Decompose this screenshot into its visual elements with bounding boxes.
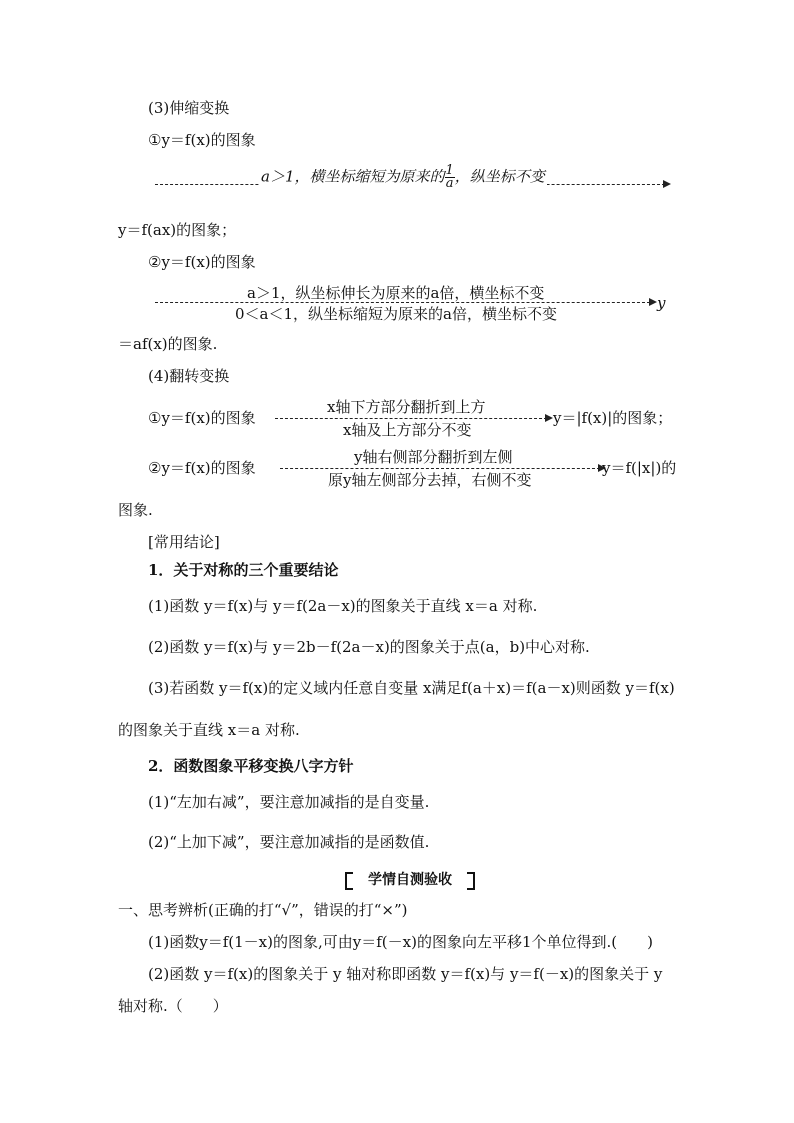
section-banner <box>345 870 475 890</box>
fraction-numerator: 1 <box>445 163 454 178</box>
banner-title: 学情自测验收 <box>368 872 452 888</box>
conclusion2-item1: (1)“左加右减”，要注意加减指的是自变量. <box>148 793 430 811</box>
section4-item2-result: y＝f(|x|)的 <box>602 459 677 477</box>
section3-item1-arrow <box>155 158 675 198</box>
section3-item1-condition <box>259 165 547 190</box>
section4-item2-cond-top: y轴右侧部分翻折到左侧 <box>354 448 513 466</box>
dashed-line <box>280 468 600 469</box>
arrow-right-icon <box>649 298 657 306</box>
exercise-heading: 一、思考辨析(正确的打“√”，错误的打“×”) <box>118 901 408 919</box>
section3-item2-tail: y <box>657 294 666 312</box>
section3-item1-start: ①y＝f(x)的图象 <box>148 131 256 149</box>
section4-item1-start: ①y＝f(x)的图象 <box>148 409 256 427</box>
section3-item2-start: ②y＝f(x)的图象 <box>148 253 256 271</box>
exercise-q2b: 轴对称.（ ） <box>118 997 228 1015</box>
conclusion1-title: 1．关于对称的三个重要结论 <box>148 561 339 579</box>
section4-item1-result: y＝|f(x)|的图象； <box>553 409 673 427</box>
conclusion1-item3b: 的图象关于直线 x＝a 对称. <box>118 721 300 739</box>
section4-item1-cond-bottom: x轴及上方部分不变 <box>343 421 472 439</box>
section4-item2-result-cont: 图象. <box>118 501 153 519</box>
exercise-q2a: (2)函数 y＝f(x)的图象关于 y 轴对称即函数 y＝f(x)与 y＝f(－x)的图象关于 y <box>148 965 663 983</box>
bracket-left <box>345 872 353 890</box>
condition-text: a＞1，横坐标缩短为原来的 <box>261 167 445 186</box>
section4-item2-arrow <box>280 446 600 492</box>
section4-item1-cond-top: x轴下方部分翻折到上方 <box>327 398 486 416</box>
section3-item2-arrow <box>155 282 675 328</box>
section3-item1-result: y＝f(ax)的图象； <box>118 221 237 239</box>
section3-heading: (3)伸缩变换 <box>148 99 230 117</box>
condition-text-end: ，纵坐标不变 <box>454 167 545 186</box>
fraction <box>445 165 455 190</box>
bracket-right <box>467 872 475 890</box>
section3-item2-cond-bottom: 0＜a＜1，纵坐标缩短为原来的a倍，横坐标不变 <box>235 305 557 323</box>
conclusions-heading: [常用结论] <box>148 533 220 551</box>
conclusion2-item2: (2)“上加下减”，要注意加减指的是函数值. <box>148 833 430 851</box>
dashed-line <box>155 302 650 303</box>
section4-item2-cond-bottom: 原y轴左侧部分去掉，右侧不变 <box>328 471 532 489</box>
fraction-denominator: a <box>445 176 454 191</box>
exercise-q1: (1)函数y＝f(1－x)的图象,可由y＝f(－x)的图象向左平移1个单位得到.( ) <box>148 933 653 951</box>
conclusion1-item1: (1)函数 y＝f(x)与 y＝f(2a－x)的图象关于直线 x＝a 对称. <box>148 597 538 615</box>
conclusion1-item2: (2)函数 y＝f(x)与 y＝2b－f(2a－x)的图象关于点(a，b)中心对称. <box>148 638 590 656</box>
section3-item2-result: ＝af(x)的图象. <box>118 335 218 353</box>
conclusion1-item3a: (3)若函数 y＝f(x)的定义域内任意自变量 x满足f(a＋x)＝f(a－x)则函数 y＝f(x) <box>148 679 675 697</box>
arrow-right-icon <box>545 414 553 422</box>
section4-item2-start: ②y＝f(x)的图象 <box>148 459 256 477</box>
arrow-right-icon <box>663 180 671 188</box>
section4-heading: (4)翻转变换 <box>148 367 230 385</box>
dashed-line <box>275 418 547 419</box>
conclusion2-title: 2．函数图象平移变换八字方针 <box>148 757 354 775</box>
section4-item1-arrow <box>275 396 565 442</box>
section3-item2-cond-top: a＞1，纵坐标伸长为原来的a倍，横坐标不变 <box>247 284 545 302</box>
